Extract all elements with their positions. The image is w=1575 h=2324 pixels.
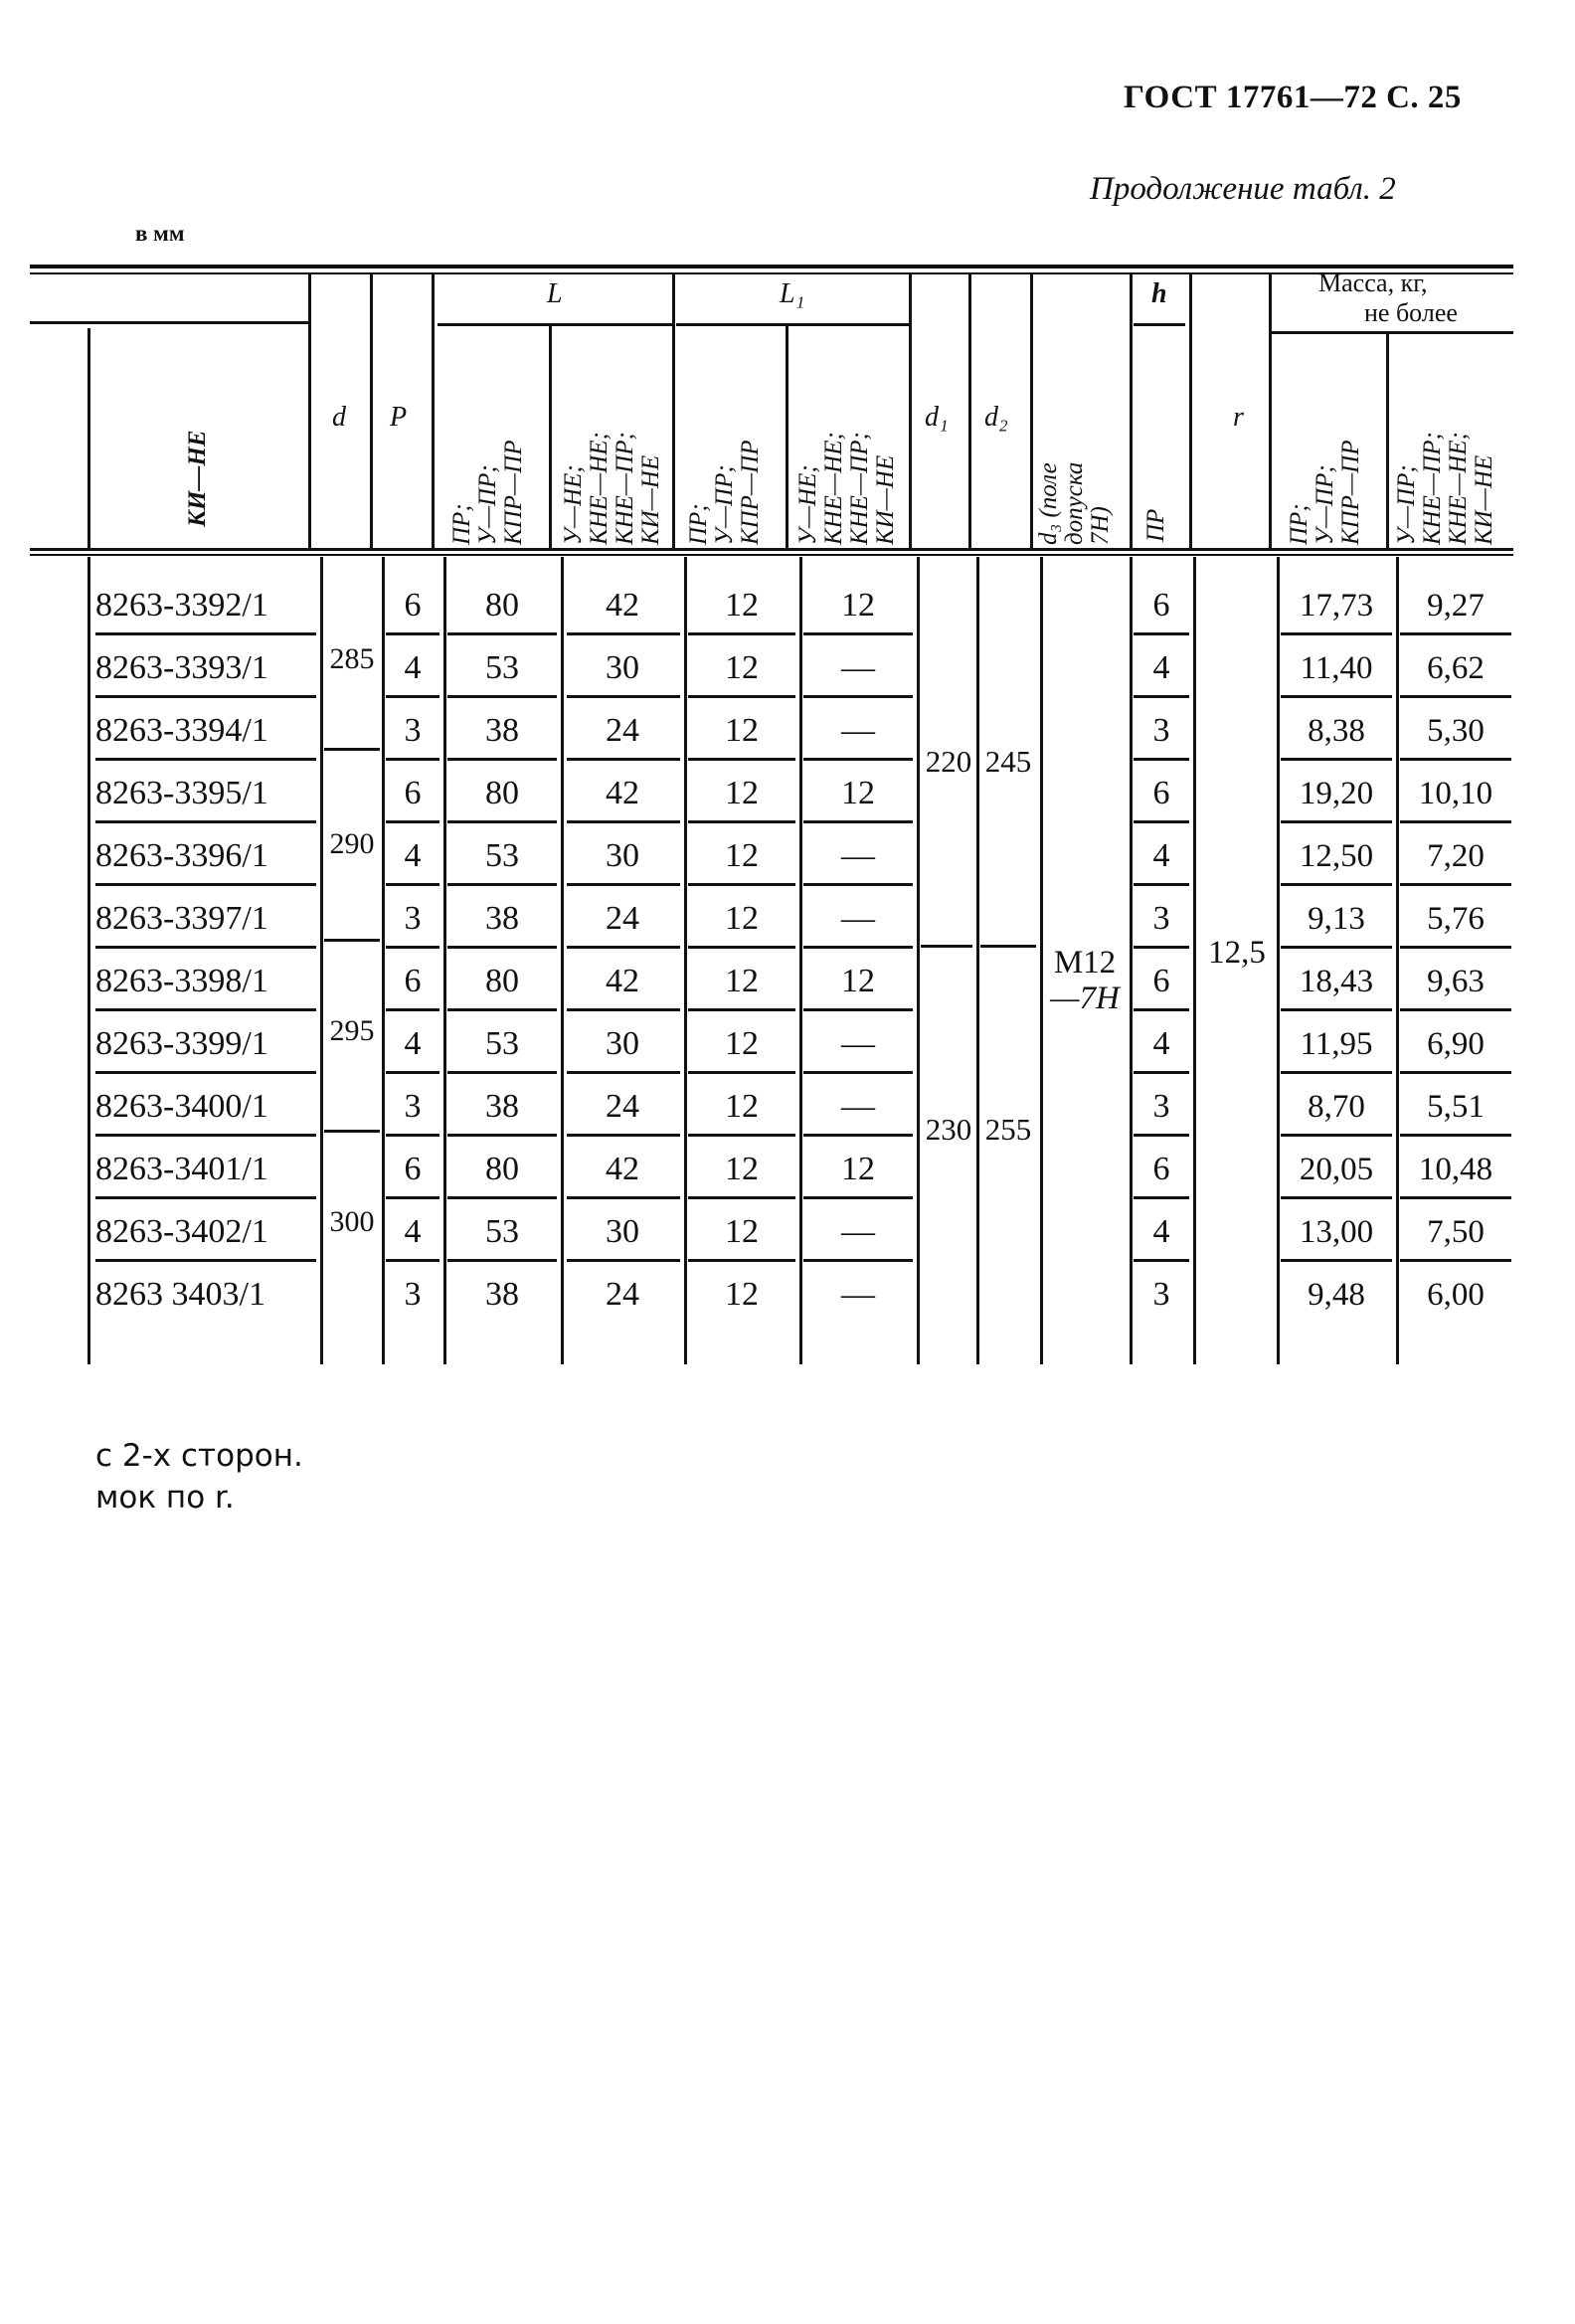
row-underline	[447, 1134, 557, 1137]
col-header-mass-ne: У—ПР; КНЕ—ПР; КНЕ—НЕ; КИ—НЕ	[1393, 432, 1497, 545]
col-header-d3: d₃ (поле допуска 7Н)	[1035, 461, 1114, 545]
row-underline	[803, 1134, 913, 1137]
cell-l-pr: 53	[485, 1025, 519, 1062]
cell-mass-ne: 10,48	[1418, 1152, 1493, 1187]
cell-l-ne: 42	[606, 963, 639, 999]
cell-h: 3	[1152, 900, 1170, 937]
cell-mass-ne: 5,30	[1427, 713, 1485, 749]
col-header-d: d	[332, 402, 346, 433]
row-underline	[567, 1008, 680, 1011]
cell-p: 4	[404, 837, 422, 874]
cell-h: 6	[1152, 587, 1170, 624]
row-underline	[1134, 1259, 1189, 1262]
cell-mass-pr: 8,70	[1308, 1089, 1365, 1125]
cell-l-ne: 24	[606, 712, 639, 749]
cell-h: 4	[1152, 1025, 1170, 1062]
row-underline	[567, 1259, 680, 1262]
cell-l1-ne: —	[841, 712, 875, 749]
row-underline	[803, 632, 913, 635]
d-group-sep	[324, 1130, 380, 1133]
h-group-rule	[1134, 323, 1185, 326]
row-underline	[803, 1008, 913, 1011]
cell-l1-pr: 12	[725, 1151, 759, 1187]
cell-h: 6	[1152, 963, 1170, 999]
cell-p: 6	[404, 587, 422, 624]
cell-designation: 8263-3394/1	[95, 712, 268, 749]
cell-p: 3	[404, 1088, 422, 1125]
col-header-L: L	[547, 278, 563, 309]
col-header-h: h	[1151, 278, 1167, 309]
cell-l1-ne: —	[841, 1025, 875, 1062]
cell-mass-pr: 20,05	[1299, 1152, 1374, 1187]
col-header-L1: L₁	[780, 278, 805, 309]
cell-mass-ne: 9,63	[1427, 964, 1485, 999]
footnote: с 2-х сторон.	[95, 1438, 303, 1474]
header-bottom-rule	[30, 548, 1513, 551]
cell-mass-ne: 5,51	[1427, 1089, 1485, 1125]
row-underline	[386, 1008, 439, 1011]
row-underline	[447, 632, 557, 635]
units-label: в мм	[135, 221, 185, 246]
cell-l1-pr: 12	[725, 1276, 759, 1313]
body-vrule	[320, 557, 323, 1364]
cell-l-ne: 30	[606, 837, 639, 874]
col-header-P: P	[390, 402, 408, 433]
cell-l-ne: 24	[606, 900, 639, 937]
row-underline	[1281, 1008, 1392, 1011]
table-top-rule	[30, 265, 1513, 268]
cell-designation: 8263-3393/1	[95, 649, 268, 686]
row-underline	[95, 1196, 316, 1199]
hdr-vrule	[968, 274, 971, 551]
row-underline	[1134, 758, 1189, 761]
row-underline	[567, 1071, 680, 1074]
row-underline	[1134, 1071, 1189, 1074]
cell-l1-pr: 12	[725, 900, 759, 937]
cell-mass-pr: 9,13	[1308, 901, 1365, 937]
page-header: ГОСТ 17761—72 С. 25	[1124, 80, 1462, 115]
row-underline	[1400, 946, 1511, 949]
col-header-L1-pr: ПР; У—ПР; КПР—ПР	[685, 440, 764, 545]
cell-l1-pr: 12	[725, 963, 759, 999]
row-underline	[1281, 946, 1392, 949]
row-underline	[1400, 758, 1511, 761]
d1-group-sep	[921, 945, 972, 948]
cell-l-ne: 42	[606, 587, 639, 624]
body-vrule	[1193, 557, 1196, 1364]
row-underline	[95, 695, 316, 698]
row-underline	[447, 695, 557, 698]
hdr-vrule	[1386, 334, 1389, 551]
row-underline	[1400, 1259, 1511, 1262]
row-underline	[1281, 1259, 1392, 1262]
d-value: 290	[329, 827, 375, 860]
d-value: 295	[329, 1014, 375, 1047]
cell-h: 4	[1152, 837, 1170, 874]
cell-designation: 8263-3392/1	[95, 587, 268, 624]
row-underline	[567, 820, 680, 823]
hdr-vrule	[786, 326, 788, 551]
d-group-sep	[324, 939, 380, 942]
cell-l1-pr: 12	[725, 775, 759, 811]
row-underline	[95, 1259, 316, 1262]
cell-l1-pr: 12	[725, 649, 759, 686]
cell-h: 6	[1152, 1151, 1170, 1187]
row-underline	[1134, 946, 1189, 949]
designation-subrule	[30, 321, 308, 324]
d2-group-sep	[980, 945, 1036, 948]
row-underline	[1400, 883, 1511, 886]
row-underline	[447, 946, 557, 949]
row-underline	[688, 883, 795, 886]
cell-l1-ne: 12	[841, 1151, 875, 1187]
col-header-mass-pr: ПР; У—ПР; КПР—ПР	[1286, 440, 1364, 545]
row-underline	[386, 1196, 439, 1199]
row-underline	[567, 1196, 680, 1199]
row-underline	[1281, 1071, 1392, 1074]
row-underline	[1134, 1196, 1189, 1199]
hdr-vrule	[432, 274, 435, 551]
row-underline	[386, 1134, 439, 1137]
cell-h: 3	[1152, 1088, 1170, 1125]
row-underline	[688, 820, 795, 823]
cell-p: 3	[404, 900, 422, 937]
cell-l1-pr: 12	[725, 712, 759, 749]
row-underline	[447, 1071, 557, 1074]
row-underline	[1134, 1008, 1189, 1011]
row-underline	[386, 883, 439, 886]
cell-mass-pr: 11,95	[1300, 1026, 1373, 1062]
d2-value: 245	[984, 744, 1032, 779]
row-underline	[1400, 1134, 1511, 1137]
cell-l-pr: 53	[485, 837, 519, 874]
row-underline	[1400, 1071, 1511, 1074]
header-bottom-rule-2	[30, 554, 1513, 556]
table-caption: Продолжение табл. 2	[1090, 171, 1396, 207]
cell-h: 3	[1152, 712, 1170, 749]
row-underline	[803, 883, 913, 886]
cell-l1-pr: 12	[725, 1025, 759, 1062]
row-underline	[1281, 820, 1392, 823]
cell-l-pr: 38	[485, 1276, 519, 1313]
body-vrule	[976, 557, 979, 1364]
cell-designation: 8263-3401/1	[95, 1151, 268, 1187]
row-underline	[1281, 695, 1392, 698]
cell-l1-pr: 12	[725, 1213, 759, 1250]
cell-l1-ne: 12	[841, 963, 875, 999]
col-header-L1-ne: У—НЕ; КНЕ—НЕ; КНЕ—ПР; КИ—НЕ	[794, 432, 899, 545]
cell-designation: 8263-3398/1	[95, 963, 268, 999]
row-underline	[95, 946, 316, 949]
cell-l-pr: 80	[485, 587, 519, 624]
cell-p: 6	[404, 775, 422, 811]
cell-designation: 8263-3402/1	[95, 1213, 268, 1250]
row-underline	[95, 758, 316, 761]
row-underline	[1281, 632, 1392, 635]
cell-mass-pr: 18,43	[1299, 964, 1374, 999]
body-vrule	[1040, 557, 1043, 1364]
cell-l1-ne: —	[841, 1088, 875, 1125]
row-underline	[1400, 1196, 1511, 1199]
col-header-L-ne: У—НЕ; КНЕ—НЕ; КНЕ—ПР; КИ—НЕ	[560, 432, 664, 545]
cell-h: 3	[1152, 1276, 1170, 1313]
cell-l1-ne: —	[841, 837, 875, 874]
row-underline	[803, 1071, 913, 1074]
cell-p: 6	[404, 963, 422, 999]
cell-h: 4	[1152, 1213, 1170, 1250]
row-underline	[803, 758, 913, 761]
d-group-sep	[324, 748, 380, 751]
cell-mass-pr: 17,73	[1299, 588, 1374, 624]
row-underline	[567, 1134, 680, 1137]
row-underline	[386, 695, 439, 698]
cell-mass-ne: 6,00	[1427, 1277, 1485, 1313]
row-underline	[1134, 632, 1189, 635]
d3-value: M12	[1053, 945, 1117, 981]
cell-l1-ne: —	[841, 900, 875, 937]
row-underline	[386, 1259, 439, 1262]
row-underline	[1400, 695, 1511, 698]
d2-value: 255	[984, 1112, 1032, 1147]
cell-mass-ne: 5,76	[1427, 901, 1485, 937]
hdr-vrule	[1030, 274, 1033, 551]
mass-group-rule	[1269, 331, 1513, 334]
row-underline	[1281, 1134, 1392, 1137]
cell-l1-pr: 12	[725, 1088, 759, 1125]
row-underline	[688, 946, 795, 949]
d3-value-2: —7H	[1050, 981, 1120, 1016]
cell-mass-pr: 19,20	[1299, 776, 1374, 811]
cell-l-pr: 38	[485, 900, 519, 937]
row-underline	[1281, 1196, 1392, 1199]
row-underline	[688, 1196, 795, 1199]
cell-designation: 8263-3396/1	[95, 837, 268, 874]
cell-l-pr: 80	[485, 775, 519, 811]
cell-h: 4	[1152, 649, 1170, 686]
cell-mass-ne: 6,90	[1427, 1026, 1485, 1062]
footnote: мок по r.	[95, 1480, 235, 1516]
cell-l1-ne: —	[841, 1276, 875, 1313]
col-header-d2: d₂	[984, 402, 1008, 433]
row-underline	[447, 1259, 557, 1262]
row-underline	[567, 758, 680, 761]
cell-l-ne: 30	[606, 1025, 639, 1062]
row-underline	[386, 946, 439, 949]
cell-l-pr: 80	[485, 1151, 519, 1187]
row-underline	[386, 1071, 439, 1074]
row-underline	[688, 695, 795, 698]
cell-l1-ne: —	[841, 649, 875, 686]
row-underline	[95, 632, 316, 635]
col-header-L-pr: ПР; У—ПР; КПР—ПР	[448, 440, 527, 545]
L1-group-rule	[676, 323, 909, 326]
cell-mass-ne: 6,62	[1427, 650, 1485, 686]
cell-l-ne: 42	[606, 1151, 639, 1187]
cell-mass-pr: 8,38	[1308, 713, 1365, 749]
d1-value: 230	[925, 1112, 972, 1147]
row-underline	[688, 1008, 795, 1011]
cell-designation: 8263-3397/1	[95, 900, 268, 937]
cell-p: 3	[404, 1276, 422, 1313]
row-underline	[688, 758, 795, 761]
cell-l1-ne: 12	[841, 587, 875, 624]
row-underline	[567, 632, 680, 635]
row-underline	[447, 758, 557, 761]
d-value: 300	[329, 1205, 375, 1238]
cell-l-ne: 30	[606, 1213, 639, 1250]
row-underline	[1400, 820, 1511, 823]
body-vrule	[917, 557, 920, 1364]
cell-p: 4	[404, 1025, 422, 1062]
cell-l-ne: 24	[606, 1088, 639, 1125]
row-underline	[1134, 1134, 1189, 1137]
row-underline	[1281, 758, 1392, 761]
body-vrule	[88, 557, 90, 1364]
row-underline	[447, 820, 557, 823]
cell-l-pr: 38	[485, 712, 519, 749]
cell-mass-pr: 12,50	[1299, 838, 1374, 874]
col-header-mass: Масса, кг,	[1318, 268, 1428, 297]
cell-l-pr: 38	[485, 1088, 519, 1125]
cell-p: 4	[404, 1213, 422, 1250]
row-underline	[447, 1196, 557, 1199]
cell-designation: 8263-3395/1	[95, 775, 268, 811]
hdr-vrule	[1269, 274, 1272, 551]
row-underline	[386, 820, 439, 823]
col-header-r: r	[1233, 402, 1244, 433]
r-value: 12,5	[1208, 935, 1266, 971]
row-underline	[1134, 820, 1189, 823]
row-underline	[95, 1071, 316, 1074]
row-underline	[1400, 632, 1511, 635]
cell-l-ne: 30	[606, 649, 639, 686]
col-header-mass-2: не более	[1364, 298, 1458, 327]
L-group-rule	[438, 323, 672, 326]
row-underline	[1134, 695, 1189, 698]
cell-mass-pr: 11,40	[1300, 650, 1373, 686]
hdr-vrule	[672, 274, 675, 551]
col-header-h-pr: ПР	[1142, 508, 1169, 542]
row-underline	[1134, 883, 1189, 886]
cell-mass-pr: 13,00	[1299, 1214, 1374, 1250]
row-underline	[803, 1259, 913, 1262]
cell-mass-ne: 10,10	[1418, 776, 1493, 811]
cell-l-ne: 24	[606, 1276, 639, 1313]
cell-l1-pr: 12	[725, 837, 759, 874]
row-underline	[803, 1196, 913, 1199]
cell-p: 3	[404, 712, 422, 749]
row-underline	[95, 883, 316, 886]
cell-l1-ne: 12	[841, 775, 875, 811]
row-underline	[803, 820, 913, 823]
col-header-designation: КИ—НЕ	[184, 430, 211, 527]
d-value: 285	[329, 642, 375, 675]
cell-l-ne: 42	[606, 775, 639, 811]
row-underline	[386, 632, 439, 635]
hdr-vrule	[1130, 274, 1133, 551]
cell-l-pr: 53	[485, 1213, 519, 1250]
row-underline	[567, 946, 680, 949]
row-underline	[688, 632, 795, 635]
row-underline	[447, 1008, 557, 1011]
hdr-vrule	[1189, 274, 1192, 551]
hdr-vrule	[308, 274, 311, 551]
row-underline	[688, 1259, 795, 1262]
hdr-vrule	[88, 328, 90, 551]
hdr-vrule	[909, 274, 912, 551]
row-underline	[567, 883, 680, 886]
row-underline	[688, 1134, 795, 1137]
cell-mass-ne: 7,50	[1427, 1214, 1485, 1250]
row-underline	[95, 1134, 316, 1137]
cell-l1-ne: —	[841, 1213, 875, 1250]
hdr-vrule	[549, 326, 552, 551]
hdr-vrule	[370, 274, 373, 551]
row-underline	[803, 695, 913, 698]
cell-p: 4	[404, 649, 422, 686]
row-underline	[95, 820, 316, 823]
cell-mass-ne: 7,20	[1427, 838, 1485, 874]
row-underline	[567, 695, 680, 698]
cell-h: 6	[1152, 775, 1170, 811]
cell-designation: 8263-3399/1	[95, 1025, 268, 1062]
cell-p: 6	[404, 1151, 422, 1187]
d1-value: 220	[925, 744, 972, 779]
row-underline	[95, 1008, 316, 1011]
cell-l-pr: 53	[485, 649, 519, 686]
cell-mass-ne: 9,27	[1427, 588, 1485, 624]
cell-l1-pr: 12	[725, 587, 759, 624]
row-underline	[688, 1071, 795, 1074]
row-underline	[447, 883, 557, 886]
cell-designation: 8263-3400/1	[95, 1088, 268, 1125]
cell-l-pr: 80	[485, 963, 519, 999]
row-underline	[1400, 1008, 1511, 1011]
row-underline	[386, 758, 439, 761]
cell-designation: 8263 3403/1	[95, 1276, 265, 1313]
cell-mass-pr: 9,48	[1308, 1277, 1365, 1313]
row-underline	[803, 946, 913, 949]
col-header-d1: d₁	[925, 402, 949, 433]
row-underline	[1281, 883, 1392, 886]
table-top-rule-2	[30, 272, 1513, 274]
